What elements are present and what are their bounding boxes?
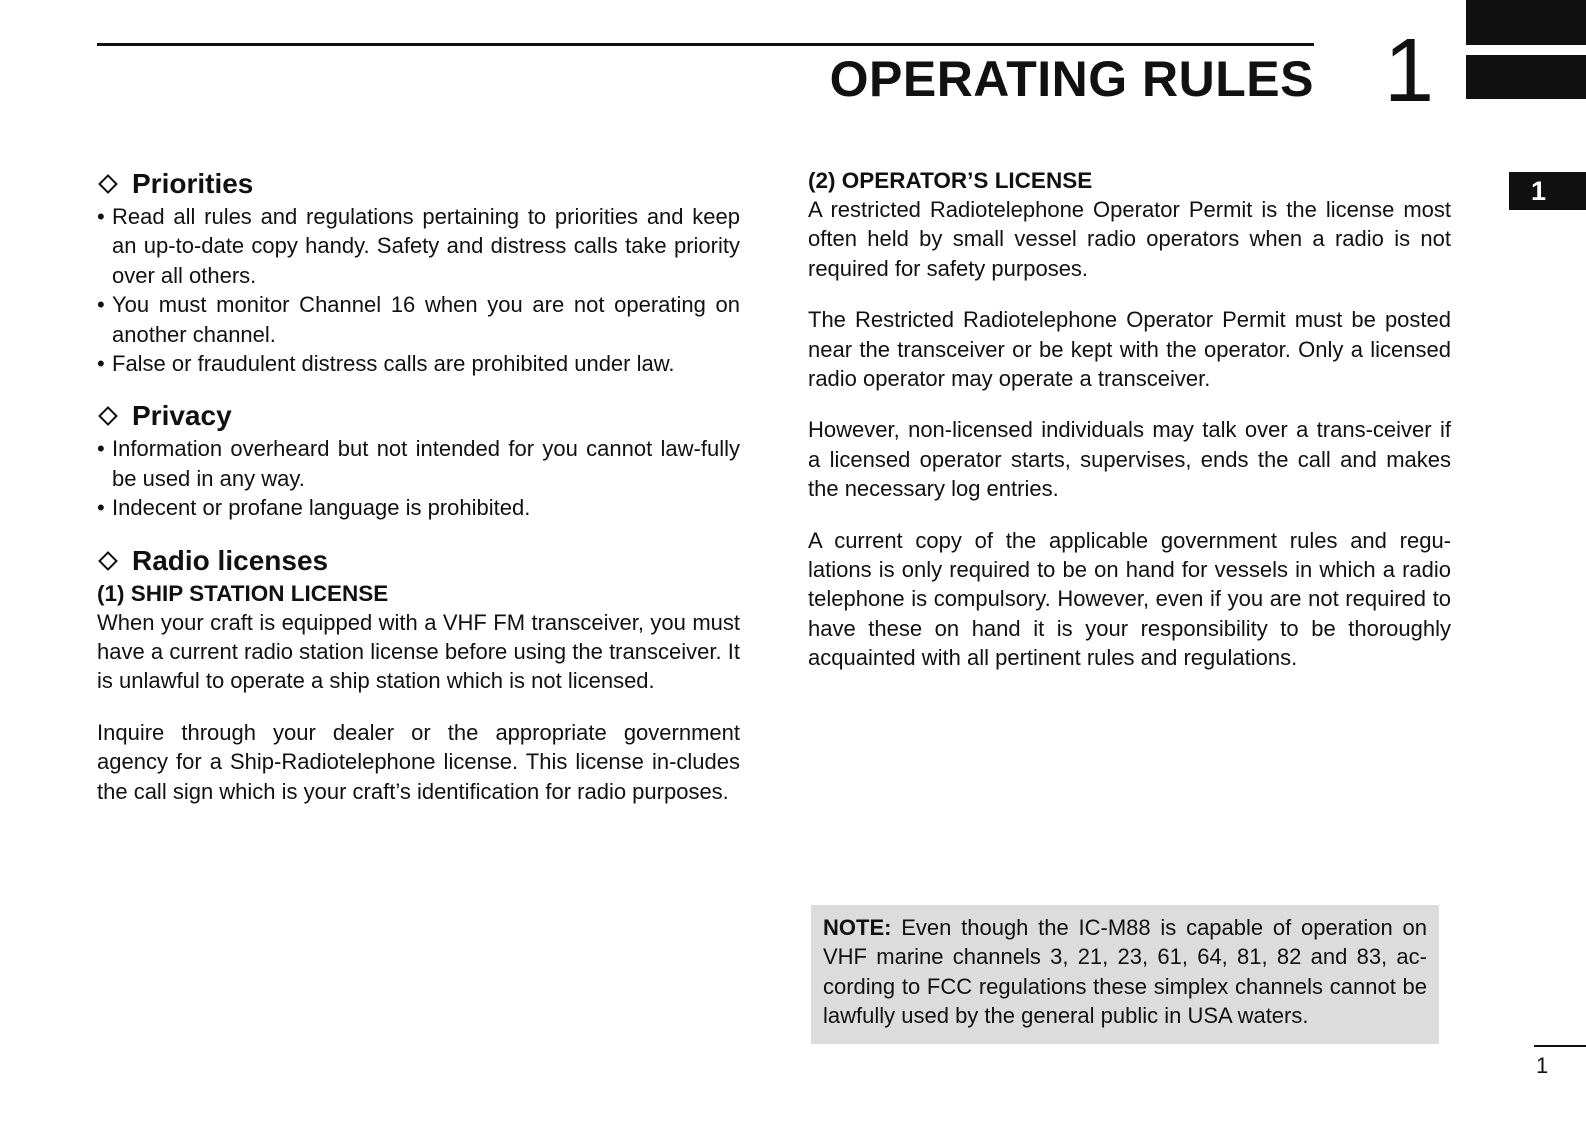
operators-license-paragraph: A current copy of the applicable government rules and regu-lations is only required to be on hand for vessels in which a radio telephone is compulsory. However, even if you are not required to have these on hand it is your responsibility to be thoroughly acquainted with all pertinent rules and regulations. bbox=[808, 527, 1451, 671]
list-item: • Information overheard but not intended for you cannot law-fully be used in any way. bbox=[97, 434, 740, 493]
left-column bbox=[97, 166, 740, 806]
right-column bbox=[808, 166, 1451, 673]
privacy-list bbox=[97, 434, 740, 522]
chapter-number: 1 bbox=[1384, 21, 1435, 121]
operators-license-paragraph: A restricted Radiotelephone Operator Permit is the license most often held by small vessel radio operators when a radio is not required for safety purposes. bbox=[808, 197, 1451, 281]
footer-rule bbox=[1534, 1045, 1586, 1047]
privacy-heading-text: Privacy bbox=[132, 400, 232, 432]
list-item: • False or fraudulent distress calls are prohibited under law. bbox=[97, 349, 740, 378]
list-item: • You must monitor Channel 16 when you are not operating on another channel. bbox=[97, 290, 740, 349]
list-item: • Read all rules and regulations pertaining to priorities and keep an up-to-date copy handy. Safety and distress calls take priority over all others. bbox=[97, 202, 740, 290]
note-text: Even though the IC-M88 is capable of operation on VHF marine channels 3, 21, 23, 61, 64, 81, 82 and 83, ac-cording to FCC regulations these simplex channels cannot be lawfully used by the general public in USA waters. bbox=[823, 915, 1427, 1029]
priorities-heading-text: Priorities bbox=[132, 168, 254, 199]
operators-license-paragraph: However, non-licensed individuals may talk over a trans-ceiver if a licensed operator starts, supervises, ends the call and makes the necessary log entries. bbox=[808, 417, 1451, 502]
note-box bbox=[811, 905, 1439, 1044]
diamond-icon bbox=[98, 407, 118, 427]
privacy-section bbox=[97, 398, 740, 522]
chapter-title: OPERATING RULES bbox=[829, 51, 1314, 107]
ship-station-paragraph: When your craft is equipped with a VHF FM transceiver, you must have a current radio station license before using the transceiver. It is unlawful to operate a ship station which is not licensed. bbox=[97, 609, 740, 694]
page-number: 1 bbox=[1536, 1053, 1549, 1078]
operators-license-heading: (2) OPERATOR’S LICENSE bbox=[808, 168, 1093, 193]
header-rule bbox=[97, 43, 1314, 46]
priorities-heading bbox=[97, 166, 740, 202]
radio-licenses-section bbox=[97, 543, 740, 806]
diamond-icon bbox=[98, 174, 118, 194]
note-label: NOTE: bbox=[823, 915, 892, 940]
operators-license-paragraph: The Restricted Radiotelephone Operator Permit must be posted near the transceiver or be kept with the operator. Only a licensed radio operator may operate a transceiver. bbox=[808, 307, 1451, 392]
ship-station-paragraph: Inquire through your dealer or the appropriate government agency for a Ship-Radiotelephone license. This license in-cludes the call sign which is your craft’s identification for radio purposes. bbox=[97, 719, 740, 804]
privacy-heading bbox=[97, 398, 740, 434]
edge-bar-top bbox=[1466, 0, 1586, 45]
diamond-icon bbox=[98, 551, 118, 571]
priorities-list bbox=[97, 202, 740, 378]
priorities-section bbox=[97, 166, 740, 378]
list-item: • Indecent or profane language is prohibited. bbox=[97, 493, 740, 522]
chapter-side-tab: 1 bbox=[1509, 172, 1586, 210]
radio-licenses-heading-text: Radio licenses bbox=[132, 544, 329, 576]
ship-station-license-heading: (1) SHIP STATION LICENSE bbox=[97, 580, 389, 606]
edge-bar-mid bbox=[1466, 55, 1586, 99]
radio-licenses-heading bbox=[97, 543, 740, 579]
